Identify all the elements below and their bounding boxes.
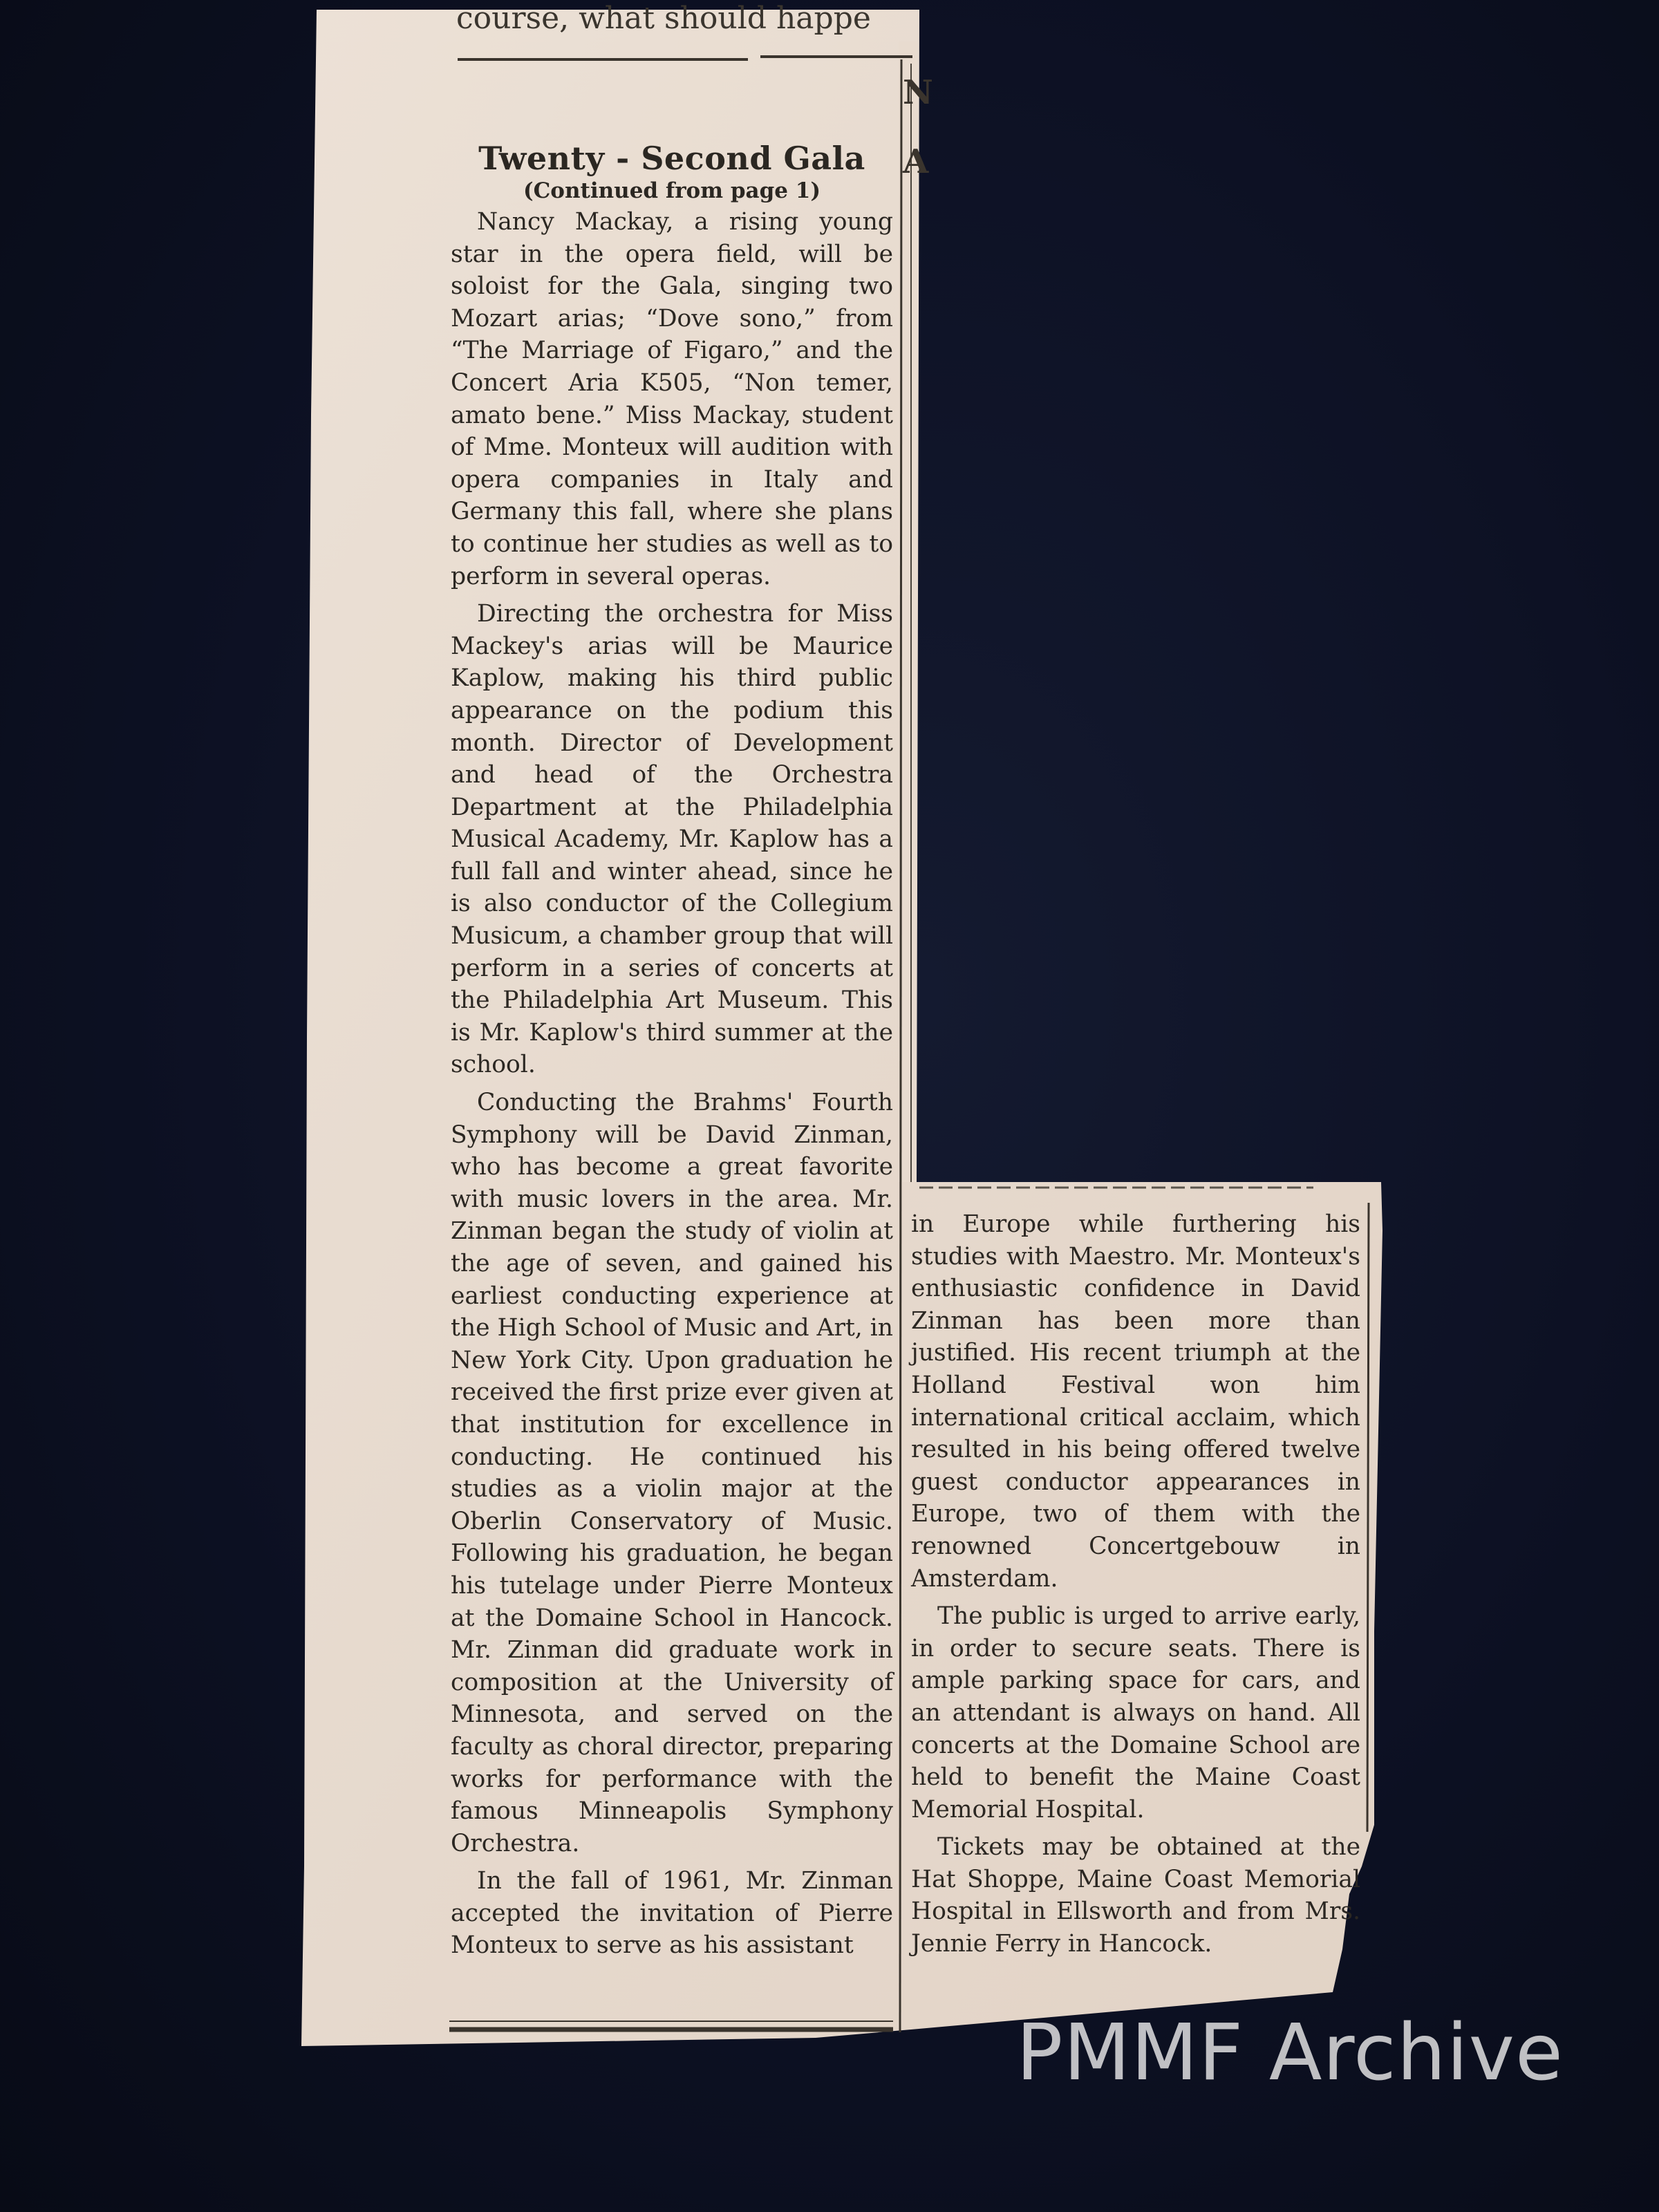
cut-column-letters: N [903,73,933,112]
paragraph-europe-continuation: in Europe while furthering his studies with Maestro. Mr. Monteux's enthusiastic confidence in David Zinman has been more than justified. His recent triumph at the Holland Festival won him international critical acclaim, which resulted in his being offered twelve guest conductor appearances in Europe, two of them with the renowned Concertgebouw in Amsterdam. [911,1210,1360,1593]
article-left-column [451,138,893,1967]
article-headline: Twenty - Second Gala [478,140,865,177]
cut-column-letters-2: A [903,142,929,181]
article-right-column [911,1208,1360,1966]
paragraph-public-urged: The public is urged to arrive early, in order to secure seats. There is ample parking space for cars, and an attendant is always on hand. All concerts at the Domaine School are held to benefit the Maine Coast Memorial Hospital. [911,1602,1360,1824]
continuation-note: (Continued from page 1) [523,178,821,203]
paragraph-fall-1961: In the fall of 1961, Mr. Zinman accepted the invitation of Pierre Monteux to serve as his assistant [451,1867,893,1960]
right-column-divider [1367,1203,1369,1832]
paragraph-david-zinman: Conducting the Brahms' Fourth Symphony will be David Zinman, who has become a great favorite with music lovers in the area. Mr. Zinman began the study of violin at the age of seven, and gained his earliest conducting experience at the High School of Music and Art, in New York City. Upon graduation he received the first prize ever given at that institution for excellence in conducting. He continued his studies as a violin major at the Oberlin Conservatory of Music. Following his graduation, he began his tutelage under Pierre Monteux at the Domaine School in Hancock. Mr. Zinman did graduate work in composition at the University of Minnesota, and served on the faculty as choral director, preparing works for performance with the famous Minneapolis Symphony Orchestra. [451,1089,893,1857]
column-divider-main [900,59,901,2032]
paragraph-tickets: Tickets may be obtained at the Hat Shoppe, Maine Coast Memorial Hospital in Ellsworth and from Mrs. Jennie Ferry in Hancock. [911,1833,1360,1958]
top-cut-text-fragment: course, what should happe [456,1,871,36]
paragraph-maurice-kaplow: Directing the orchestra for Miss Mackey's arias will be Maurice Kaplow, making his third public appearance on the podium this month. Director of Development and head of the Orchestra Department at the Philadelphia Musical Academy, Mr. Kaplow has a full fall and winter ahead, since he is also conductor of the Collegium Musicum, a chamber group that will perform in a series of concerts at the Philadelphia Art Museum. This is Mr. Kaplow's third summer at the school. [451,600,893,1079]
archive-watermark: PMMF Archive [1016,2008,1564,2098]
paragraph-nancy-mackay: Nancy Mackay, a rising young star in the opera field, will be soloist for the Gala, singing two Mozart arias; “Dove sono,” from “The Marriage of Figaro,” and the Concert Aria K505, “Non temer, amato bene.” Miss Mackay, student of Mme. Monteux will audition with opera companies in Italy and Germany this fall, where she plans to continue her studies as well as to perform in several operas. [451,208,893,590]
